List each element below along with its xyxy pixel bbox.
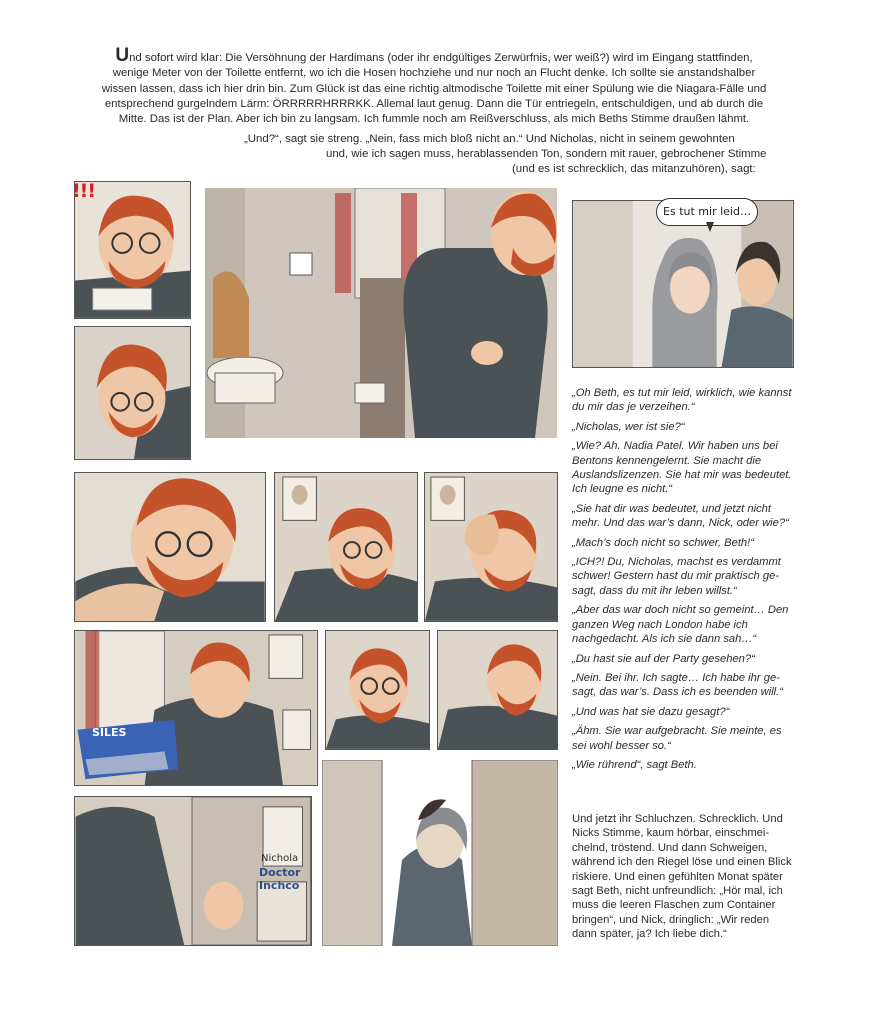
dialogue-line: „Und was hat sie dazu gesagt?“ [572,705,730,718]
panel-portrait-thinking [274,472,418,622]
panel-art [425,473,557,621]
dialogue-line: „Oh Beth, es tut mir leid, wirklich, wie kannst du mir das je verzeihen.“ [572,387,792,414]
dialogue-line: „Nicholas, wer ist sie?“ [572,420,685,433]
panel-reading-comic [74,630,318,786]
comic-cover-title: SILES [92,726,127,739]
intro-line-4: entsprechend gurgelndem Lärm: ÖRRRRRHRRRKK. Allemal laut genug. Dann die Tür entriegeln, entschuldigen, und ab durch die [104,97,764,110]
intro-line-2: wenige Meter von der Toilette entfernt, wo ich die Hosen hochziehe und nur noch an Flucht denke. Ich sollte sie anstandshalber [112,67,756,80]
drop-cap: U [115,45,130,66]
intro-right-line-3: (und es ist schrecklich, das mitanzuhören), sagt: [512,163,756,175]
poster-line-1: Nichola [261,853,299,864]
speech-bubble-tail [706,222,714,232]
dialogue-line: „Du hast sie auf der Party gesehen?“ [572,652,755,665]
speech-bubble: Es tut mir leid… [656,198,758,226]
intro-right-line-1: „Und?“, sagt sie streng. „Nein, fass mich bloß nicht an.“ Und Nicholas, nicht in seinem gewohnten [244,133,735,145]
panel-art [326,631,429,749]
dialogue-line: „Nein. Bei ihr. Ich sagte… Ich habe ihr gesagt, das war’s. Dass ich es beenden will.“ [572,671,784,699]
dialogue-line: „Aber das war doch nicht so gemeint… Den ganzen Weg nach London habe ich nachgedacht. Als ich sie dann sah…“ [572,604,789,646]
intro-line-1 [76,45,792,66]
dialogue-line: „Sie hat dir was bedeutet, und jetzt nicht mehr. Und das war’s dann, Nick, oder wie?“ [572,502,789,530]
intro-line-1-text: nd sofort wird klar: Die Versöhnung der Hardimans (oder ihr endgültiges Zerwürfnis, wer weiß?) wird im Eingang stattfinden, [129,52,753,64]
panel-art [75,182,190,318]
panel-looking-down [74,326,191,460]
panel-bathroom [205,188,557,458]
dialogue-line: „Ähm. Sie war aufgebracht. Sie meinte, es sei wohl besser so.“ [572,725,782,752]
intro-line-5: Mitte. Das ist der Plan. Aber ich bin zu langsam. Ich fummle noch am Reißverschluss, als mich Beths Stimme draußen lähmt. [118,113,750,126]
exclamation-marks: !!! [72,180,95,202]
panel-art [75,473,265,621]
dialogue-line: „ICH?! Du, Nicholas, machst es verdammt schwer! Gestern hast du mir praktisch gesagt, dass du mit ihr leben willst.“ [572,556,781,597]
dialogue-line: „Mach’s doch nicht so schwer, Beth!“ [572,536,754,549]
panel-eyes-closed [325,630,430,750]
panel-closeup-reading [74,472,266,622]
panel-art [205,188,557,458]
dialogue-line: „Wie? Ah. Nadia Patel. Wir haben uns bei Bentons kennengelernt. Sie macht die Auslandslizenzen. Sie hat mir was bedeutet. Ich leugne es nicht.“ [572,440,792,496]
poster-line-2: Doctor [259,866,301,879]
panel-art [75,327,190,459]
intro-text [76,45,792,127]
poster-line-3: Inchco [259,879,300,892]
panel-checking-watch [437,630,558,750]
panel-art [275,473,417,621]
panel-art [75,631,317,785]
closing-paragraph: Und jetzt ihr Schluchzen. Schrecklich. Und Nicks Stimme, kaum hörbar, einschmeichelnd, tröstend. Und dann Schweigen, während ich den Riegel löse und einen Blick riskiere. Und einen gefühlten Monat später sagt Beth, nicht unfreundlich: „Hör mal, ich muss die leeren Flaschen zum Container bringen“, und Nick, dringlich: „Wir reden dann später, ja? Ich liebe dich.“ [572,813,792,941]
dialogue-line: „Wie rührend“, sagt Beth. [572,758,697,771]
dialogue-column [572,386,792,777]
panel-art [438,631,557,749]
intro-line-3: wissen lassen, dass ich hier drin bin. Zum Glück ist das eine richtig altmodische Toilette mit einer Spülung wie die Niagara-Fälle und [101,82,767,95]
panel-art [322,760,558,946]
panel-head-in-hand [424,472,558,622]
panel-embrace [322,760,558,946]
intro-right-line-2: und, wie ich sagen muss, herablassenden Ton, sondern mit rauer, gebrochener Stimme [326,148,767,160]
